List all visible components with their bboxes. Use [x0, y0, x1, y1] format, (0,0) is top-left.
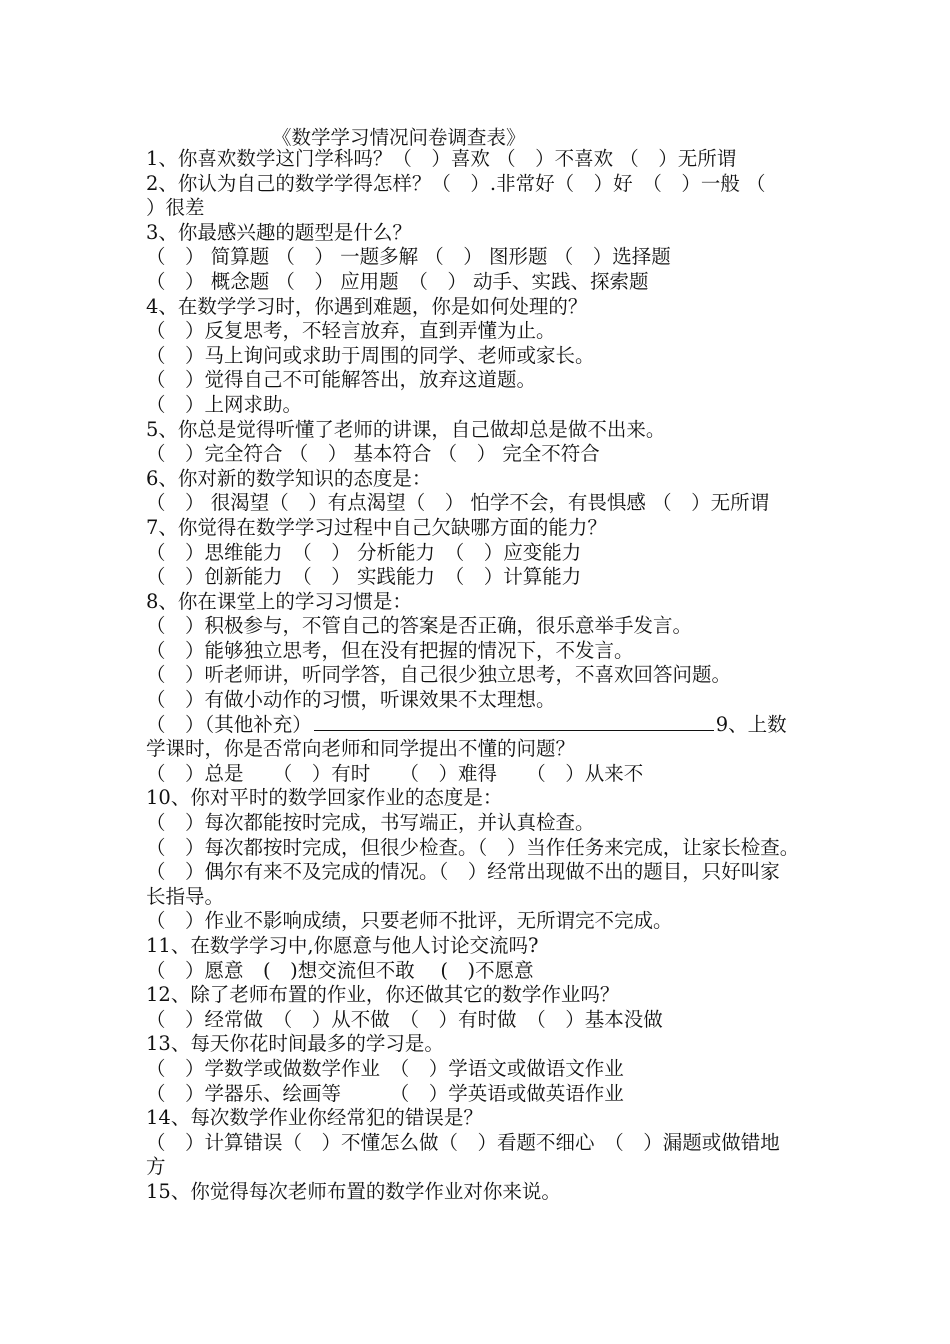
text-line: （ ）思维能力 （ ） 分析能力 （ ）应变能力 — [146, 540, 582, 564]
text-line: （ ）马上询问或求助于周围的同学、老师或家长。 — [146, 343, 595, 367]
text-line: （ ）总是 （ ）有时 （ ）难得 （ ）从来不 — [146, 761, 644, 785]
text-line: 学课时，你是否常向老师和同学提出不懂的问题？ — [146, 737, 576, 761]
text-line: （ ）有做小动作的习惯，听课效果不太理想。 — [146, 688, 556, 712]
text-line: 12、除了老师布置的作业，你还做其它的数学作业吗？ — [146, 983, 620, 1007]
text-line: 7、你觉得在数学学习过程中自己欠缺哪方面的能力？ — [146, 515, 607, 539]
text-line: （ ）愿意 ( )想交流但不敢 ( )不愿意 — [146, 958, 534, 982]
text-line: 长指导。 — [146, 884, 225, 908]
text-line: 11、在数学学习中,你愿意与他人讨论交流吗? — [146, 934, 539, 957]
text-line: （ ）反复思考，不轻言放弃，直到弄懂为止。 — [146, 319, 556, 343]
text-line: （ ）每次都能按时完成，书写端正，并认真检查。 — [146, 811, 595, 835]
text-line: （ ）创新能力 （ ） 实践能力 （ ）计算能力 — [146, 565, 582, 589]
text-line: （ ）偶尔有来不及完成的情况。（ ）经常出现做不出的题目，只好叫家 — [146, 860, 780, 884]
text-line: ）很差 — [146, 196, 205, 220]
text-line: （ ）学数学或做数学作业 （ ）学语文或做语文作业 — [146, 1056, 624, 1080]
text-line: （ ） 简算题 （ ） 一题多解 （ ） 图形题 （ ）选择题 — [146, 245, 671, 269]
text-line: （ ）每次都按时完成，但很少检查。（ ）当作任务来完成，让家长检查。 — [146, 835, 800, 859]
text-line: （ ）完全符合 （ ） 基本符合 （ ） 完全不符合 — [146, 442, 600, 466]
fill-in-blank[interactable] — [314, 714, 714, 731]
text-line: 4、在数学学习时，你遇到难题，你是如何处理的？ — [146, 294, 588, 318]
text-line: （ ）能够独立思考，但在没有把握的情况下，不发言。 — [146, 638, 634, 662]
text-line: （ ）积极参与，不管自己的答案是否正确，很乐意举手发言。 — [146, 614, 693, 638]
text-line: （ ）听老师讲，听同学答，自己很少独立思考，不喜欢回答问题。 — [146, 663, 732, 687]
text-line: 3、你最感兴趣的题型是什么？ — [146, 220, 412, 244]
text-line: （ ）学器乐、绘画等 （ ）学英语或做英语作业 — [146, 1081, 624, 1105]
supplement-line — [146, 713, 818, 738]
text-line: 5、你总是觉得听懂了老师的讲课，自己做却总是做不出来。 — [146, 417, 666, 441]
text-line: （ ）经常做 （ ）从不做 （ ）有时做 （ ）基本没做 — [146, 1007, 663, 1031]
text-line: （ ） 很渴望（ ）有点渴望（ ） 怕学不会，有畏惧感 （ ）无所谓 — [146, 491, 770, 515]
supplement-prefix: （ ）（其他补充） — [146, 712, 312, 736]
text-line: （ ） 概念题 （ ） 应用题 （ ） 动手、实践、探索题 — [146, 269, 649, 293]
page-title: 《数学学习情况问卷调查表》 — [272, 126, 526, 149]
text-line: （ ）作业不影响成绩，只要老师不批评，无所谓完不完成。 — [146, 909, 673, 933]
text-line: 14、每次数学作业你经常犯的错误是？ — [146, 1106, 483, 1130]
supplement-suffix: 9、上数 — [715, 712, 787, 736]
text-line: （ ）上网求助。 — [146, 392, 303, 416]
text-line: 10、你对平时的数学回家作业的态度是： — [146, 786, 503, 810]
text-line: （ ）计算错误（ ）不懂怎么做（ ）看题不细心 （ ）漏题或做错地 — [146, 1130, 780, 1154]
text-line: 方 — [146, 1155, 166, 1179]
questionnaire-body — [146, 147, 818, 1205]
text-line: 13、每天你花时间最多的学习是。 — [146, 1032, 444, 1056]
text-line: 1、你喜欢数学这门学科吗？（ ）喜欢 （ ）不喜欢 （ ）无所谓 — [146, 147, 737, 170]
text-line: 15、你觉得每次老师布置的数学作业对你来说。 — [146, 1179, 561, 1203]
text-line: 6、你对新的数学知识的态度是： — [146, 466, 432, 490]
text-line: （ ）觉得自己不可能解答出，放弃这道题。 — [146, 368, 537, 392]
text-line: 2、你认为自己的数学学得怎样？（ ）.非常好（ ）好 （ ）一般 （ — [146, 171, 766, 195]
text-line: 8、你在课堂上的学习习惯是： — [146, 589, 412, 613]
